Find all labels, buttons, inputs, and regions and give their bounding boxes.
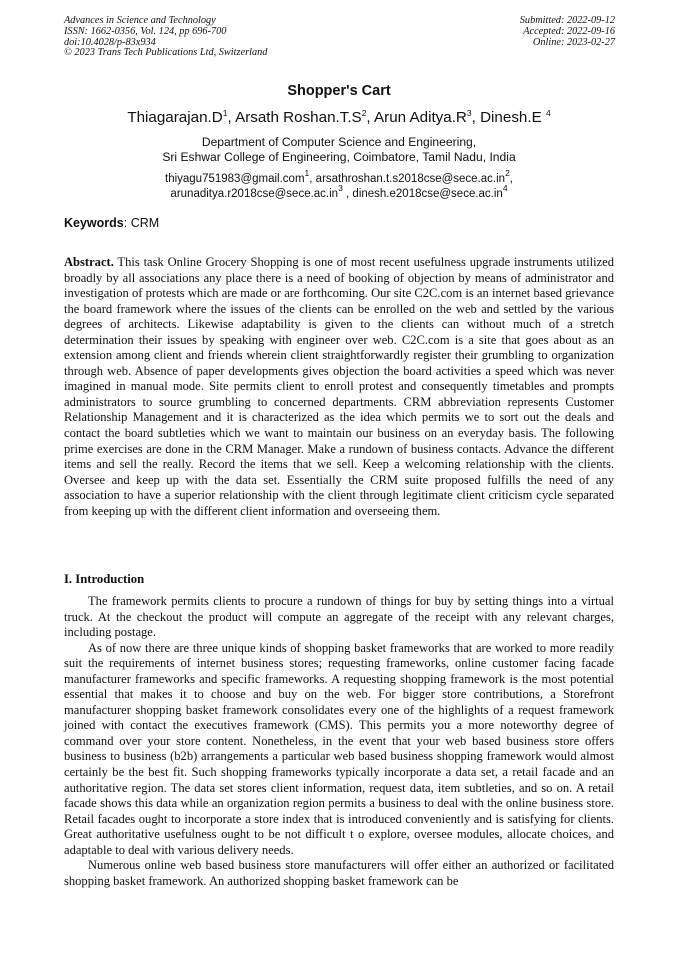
email-separator: ,: [309, 173, 316, 186]
author-email[interactable]: arunaditya.r2018cse@sece.ac.in: [170, 188, 339, 201]
affiliation: [64, 135, 614, 165]
abstract-text: This task Online Grocery Shopping is one of most recent usefulness upgrade instruments utilized broadly by all associations any place there is a need of booking of objection by means of administrator and investigation of protests which are made or are forthcoming. Our site C2C.com is an internet based grievance the board framework where the issues of the clients can be enrolled on the web and settled by the various degrees of architects. Likewise adaptability is given to the clients can without much of a stretch determination their issues by speaking with engineer over web. C2C.com is a site that goes about as an extension among client and friends wherein client straightforwardly register their grumbling to organization through web. Absence of paper developments gives objection the board activities a speed which was never imagined in manual mode. Site permits client to enroll protest and consequently timetables and prompts administrators to source grumbling to concerned departments. CRM abbreviation represents Customer Relationship Management and it is characterized as the idea which permits we to sort out the deals and contact the board subtleties which we want to maintain our business on an everyday basis. The following prime exercises are done in the CRM Manager. Make a rundown of business contacts. Advance the different items and sell the really. Record the items that we sell. Keep a welcoming relationship with the clients. Oversee and keep up with the data set. Essentially the CRM suite proposed fulfills the need of any association to have a superior relationship with the client through legitimate client criticism cycle separated from keeping up with the different client information and overseeing them.: [64, 255, 614, 518]
keywords-value: : CRM: [123, 216, 160, 230]
intro-paragraph: Numerous online web based business store manufacturers will offer either an authorized or facilitated shopping basket framework. An authorized shopping basket framework can be: [64, 858, 614, 888]
abstract-label: Abstract.: [64, 255, 114, 269]
author-list: [64, 108, 614, 127]
author-separator: ,: [227, 109, 236, 126]
journal-info: [64, 16, 267, 59]
affiliation-college: Sri Eshwar College of Engineering, Coimbatore, Tamil Nadu, India: [162, 150, 516, 165]
author-separator: ,: [471, 109, 481, 126]
email-separator: ,: [509, 173, 513, 186]
author-sup: 3: [466, 108, 472, 118]
abstract: [64, 255, 614, 519]
date-online: Online: 2023-02-27: [532, 36, 615, 48]
publication-dates: [520, 16, 615, 48]
intro-paragraph: The framework permits clients to procure a rundown of things for buy by setting things into a virtual truck. At the checkout the product will compute an aggregate of the receipt with any relevant charges, including postage.: [64, 594, 614, 640]
author-separator: ,: [366, 109, 375, 126]
title-block: [64, 83, 614, 202]
keywords-label: Keywords: [64, 216, 124, 230]
author-name: Dinesh.E: [480, 109, 546, 126]
intro-paragraph: As of now there are three unique kinds of shopping basket frameworks that are worked to more readily suit the requirements of internet business stores; requesting frameworks, online customer facing facade manufacturer frameworks and specific frameworks. A requesting shopping framework is the most potential essential that makes it to choose and buy on the web. For bigger store contributions, a Storefront manufacturer shopping basket framework consolidates every one of the highlights of a request framework joined with contact the executives framework (CMS). This permits you a more noteworthy degree of command over your store content. Nonetheless, in the event that your web based business store offers business to business (b2b) arrangements a particular web based business shopping framework would almost certainly be the best fit. Such shopping frameworks typically incorporate a data set, a retail facade and an authoritative region. The data set stores client information, request data, item subtleties, and so on. A retail facade shows this data while an organization region permits a business to deal with the online business store. Retail facades ought to incorporate a store index that is introduced conveniently and is satisfying for clients. Great authoritative usefulness ought to be not difficult t o explore, oversee modules, allocate choices, and adaptable to deal with various delivery needs.: [64, 640, 614, 857]
author-sup: 4: [545, 108, 551, 118]
section-heading: I. Introduction: [64, 572, 145, 586]
author-name: Arun Aditya.R: [374, 109, 467, 126]
introduction-section: [64, 571, 614, 889]
email-sup: 1: [304, 168, 310, 179]
paper-title: Shopper's Cart: [287, 83, 391, 99]
journal-copyright: © 2023 Trans Tech Publications Ltd, Switzerland: [64, 47, 268, 59]
journal-name: Advances in Science and Technology: [64, 15, 216, 26]
email-sup: 3: [338, 183, 343, 194]
journal-issn: ISSN: 1662-0356, Vol. 124, pp 696-700: [64, 25, 227, 37]
email-line: [64, 183, 614, 202]
email-sup: 2: [505, 168, 510, 179]
author-name: Arsath Roshan.T.S: [235, 109, 362, 126]
author-sup: 1: [222, 108, 228, 118]
author-email[interactable]: thiyagu751983@gmail.com: [165, 173, 305, 186]
affiliation-department: Department of Computer Science and Engineering,: [201, 135, 477, 149]
author-email[interactable]: dinesh.e2018cse@sece.ac.in: [352, 188, 503, 201]
journal-doi: doi:10.4028/p-83x934: [64, 36, 156, 48]
email-separator: ,: [342, 188, 353, 201]
email-sup: 4: [502, 183, 508, 194]
author-sup: 2: [361, 108, 367, 118]
date-accepted: Accepted: 2022-09-16: [523, 25, 615, 37]
author-name: Thiagarajan.D: [127, 109, 223, 126]
keywords: [64, 216, 614, 230]
author-emails: [64, 168, 614, 202]
date-submitted: Submitted: 2022-09-12: [519, 15, 615, 26]
author-email[interactable]: arsathroshan.t.s2018cse@sece.ac.in: [315, 173, 506, 186]
